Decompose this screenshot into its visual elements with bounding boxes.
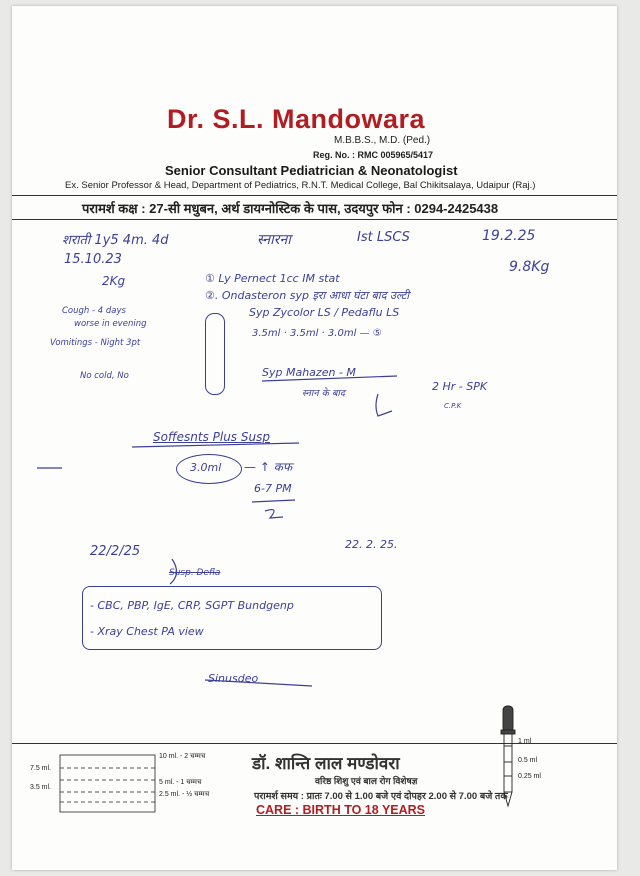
dropper-mark-3: 0.25 ml [518,773,541,780]
history-cough: Cough - 4 days [62,306,126,316]
consultation-timing: परामर्श समय : प्रातः 7.00 से 1.00 बजे एवं दोपहर 2.00 से 7.00 बजे तक [254,791,508,802]
history-no-cold: No cold, No [80,371,129,381]
doctor-name-hindi: डॉ. शान्ति लाल मण्डोवरा [252,754,400,773]
measure-right-1: 10 ml. - 2 चम्मच [159,753,206,760]
doctor-name: Dr. S.L. Mandowara [167,104,426,134]
measure-left-2: 3.5 ml. [30,784,52,791]
measure-right-3: 2.5 ml. - ½ चम्मच [159,791,210,798]
rx-4: Syp Mahazen - M [262,366,356,379]
history-vomiting: Vomitings - Night 3pt [50,338,141,348]
birth-history: Ist LSCS [357,230,410,245]
patient-name-age: शराती 1y5 4m. 4d [62,233,169,248]
doctor-title-hindi: वरिष्ठ शिशु एवं बाल रोग विशेषज्ञ [315,776,418,786]
specialty: Senior Consultant Pediatrician & Neonatologist [165,163,458,178]
struck-rx: Susp. Defla [169,568,221,578]
rx-5: Soffesnts Plus Susp [153,430,270,444]
rx-4-note: स्नान के बाद [302,388,345,399]
rx-5-note: — ↑ कफ [244,460,293,474]
rx-3: Syp Zycolor LS / Pedaflu LS [249,306,400,319]
followup-date-right: 22. 2. 25. [345,538,398,551]
signature: Sinusdeo [208,672,259,685]
complaint-hindi: स्नारना [257,232,291,248]
rx-2: ②. Ondasteron syp इरा आधा घंटा बाद उल्टी [205,289,410,302]
measure-right-2: 5 ml. - 1 चम्मच [159,779,202,786]
history-evening: worse in evening [74,319,147,329]
rx-1: ① Ly Pernect 1cc IM stat [205,272,340,285]
followup-date: 22/2/25 [90,544,141,559]
visit-date: 19.2.25 [482,228,536,244]
care-tagline: CARE : BIRTH TO 18 YEARS [256,803,426,817]
degrees: M.B.B.S., M.D. (Ped.) [334,135,431,146]
measure-left-1: 7.5 ml. [30,765,52,772]
dropper-mark-1: 1 ml [518,738,532,745]
weight: 9.8Kg [509,259,550,275]
rx-4-dose: 2 Hr - SPK [432,380,488,393]
clinic-address: परामर्श कक्ष : 27-सी मधुबन, अर्थ डायग्नोस्टिक के पास, उदयपुर फोन : 0294-2425438 [82,201,499,216]
cpk-note: C.P.K [444,402,462,410]
registration-number: Reg. No. : RMC 005965/5417 [313,150,434,160]
prescription-sheet [12,6,617,870]
former-post: Ex. Senior Professor & Head, Department of Pediatrics, R.N.T. Medical College, Bal Chikitsalaya, Udaipur (Raj.) [65,180,536,191]
birth-weight: 2Kg [102,274,126,288]
rx-5-time: 6-7 PM [254,482,292,495]
investigation-2: - Xray Chest PA view [90,625,204,638]
rx-5-dose: 3.0ml [190,461,222,474]
dropper-mark-2: 0.5 ml [518,757,538,764]
investigation-1: - CBC, PBP, IgE, CRP, SGPT Bundgenp [90,599,294,612]
date-of-birth: 15.10.23 [64,252,122,267]
rx-3-dose: 3.5ml · 3.5ml · 3.0ml — ⑤ [252,328,382,339]
